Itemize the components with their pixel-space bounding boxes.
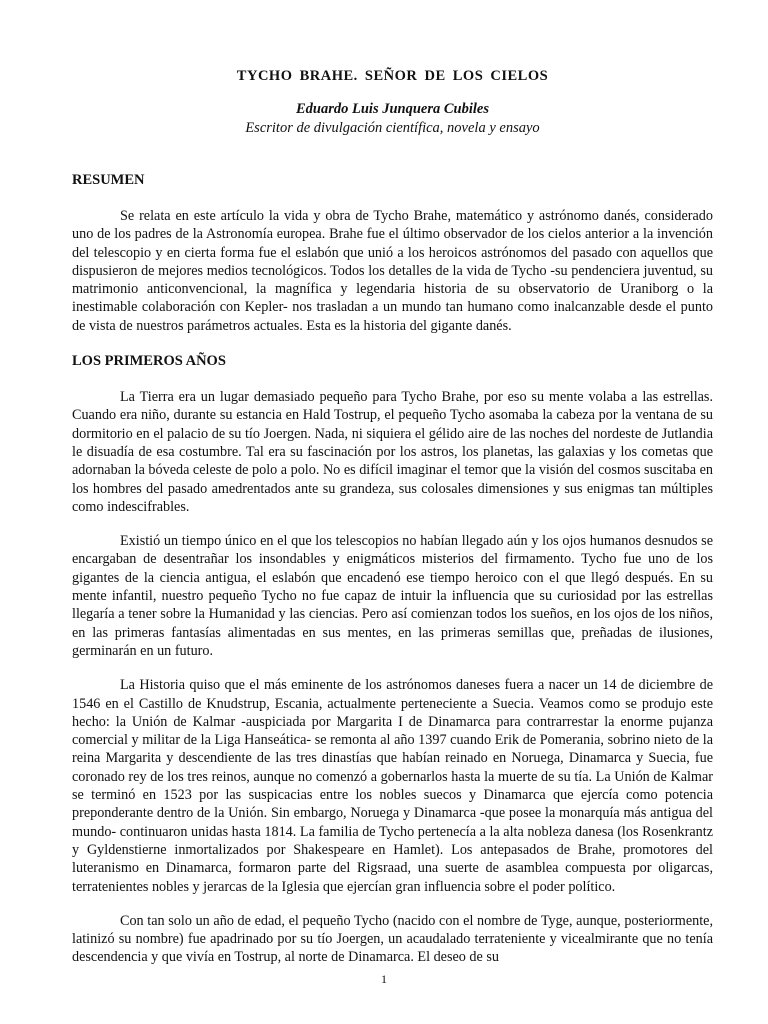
- body-paragraph: Con tan solo un año de edad, el pequeño Tycho (nacido con el nombre de Tyge, aunque, posteriormente, latinizó su nombre) fue apadrinado por su tío Joergen, un acaudalado terrateniente y vicealmirante que no tenía descendencia y que vivía en Tostrup, al norte de Dinamarca. El deseo de su: [72, 912, 713, 966]
- body-paragraph: Existió un tiempo único en el que los telescopios no habían llegado aún y los ojos humanos desnudos se encargaban de desentrañar los insondables y enigmáticos misterios del firmamento. Tycho fue uno de los gigantes de la ciencia antigua, el eslabón que encadenó ese tiempo heroico con el que llegó después. En su mente infantil, nuestro pequeño Tycho no fue capaz de intuir la influencia que su curiosidad por las estrellas llegaría a tener sobre la Humanidad y las ciencias. Pero así comienzan todos los sueños, en los ojos de los niños, en las primeras fantasías alimentadas en sus mentes, en las primeras semillas que, preñadas de ilusiones, germinarán en un futuro.: [72, 533, 713, 659]
- document-title: TYCHO BRAHE. SEÑOR DE LOS CIELOS: [236, 68, 549, 84]
- abstract-paragraph: Se relata en este artículo la vida y obra de Tycho Brahe, matemático y astrónomo danés, considerado uno de los padres de la Astronomía europea. Brahe fue el último observador de los cielos anterior a la invención del telescopio y en cierta forma fue el eslabón que unió a los heroicos astrónomos del pasado con aquellos que dispusieron de mejores medios tecnológicos. Todos los detalles de la vida de Tycho -su pendenciera juventud, su matrimonio anticonvencional, la magnífica y legendaria historia de su observatorio de Uraniborg o la inestimable colaboración con Kepler- nos trasladan a un mundo tan humano como inalcanzable desde el punto de vista de nuestros parámetros actuales. Esta es la historia del gigante danés.: [72, 208, 713, 334]
- document-page: [72, 66, 713, 983]
- body-paragraph: La Historia quiso que el más eminente de los astrónomos daneses fuera a nacer un 14 de diciembre de 1546 en el Castillo de Knudstrup, Escania, actualmente perteneciente a Suecia. Veamos como se produjo este hecho: la Unión de Kalmar -auspiciada por Margarita I de Dinamarca para contrarrestar la enorme pujanza comercial y militar de la Liga Hanseática- se remonta al año 1397 cuando Erik de Pomerania, sobrino nieto de la reina Margarita y descendiente de las tres dinastías que habían reinado en Noruega, Dinamarca y Suecia, fue coronado rey de los tres reinos, aunque no comenzó a gobernarlos hasta la muerte de su tía. La Unión de Kalmar se terminó en 1523 por las suspicacias entre los nobles suecos y Dinamarca que ejercía como potencia preponderante dentro de la Unión. Sin embargo, Noruega y Dinamarca -que posee la monarquía más antigua del mundo- continuaron unidas hasta 1814. La familia de Tycho pertenecía a la alta nobleza danesa (los Rosenkrantz y Gyldenstierne inmortalizados por Shakespeare en Hamlet). Los antepasados de Brahe, promotores del luteranismo en Dinamarca, formaron parte del Rigsraad, una suerte de asamblea compuesta por oligarcas, terratenientes nobles y jerarcas de la Iglesia que ejercían gran influencia sobre el poder político.: [72, 677, 713, 895]
- author-name: Eduardo Luis Junquera Cubiles: [296, 101, 489, 117]
- author-affiliation: Escritor de divulgación científica, novela y ensayo: [245, 120, 540, 136]
- section-heading-primeros-anos: LOS PRIMEROS AÑOS: [72, 353, 226, 370]
- page-number: 1: [381, 972, 387, 986]
- section-heading-resumen: RESUMEN: [72, 172, 145, 188]
- body-paragraph: La Tierra era un lugar demasiado pequeño para Tycho Brahe, por eso su mente volaba a las estrellas. Cuando era niño, durante su estancia en Hald Tostrup, el pequeño Tycho asomaba la cabeza por la ventana de su dormitorio en el palacio de su tío Joergen. Nada, ni siquiera el gélido aire de las noches del nordeste de Jutlandia le disuadía de esa costumbre. Tal era su fascinación por los astros, los planetas, las galaxias y los cometas que adornaban la bóveda celeste de polo a polo. No es difícil imaginar el temor que la visión del cosmos suscitaba en los hombres del pasado amedrentados ante su grandeza, sus colosales dimensiones y sus enigmas tan múltiples como indescifrables.: [72, 389, 714, 515]
